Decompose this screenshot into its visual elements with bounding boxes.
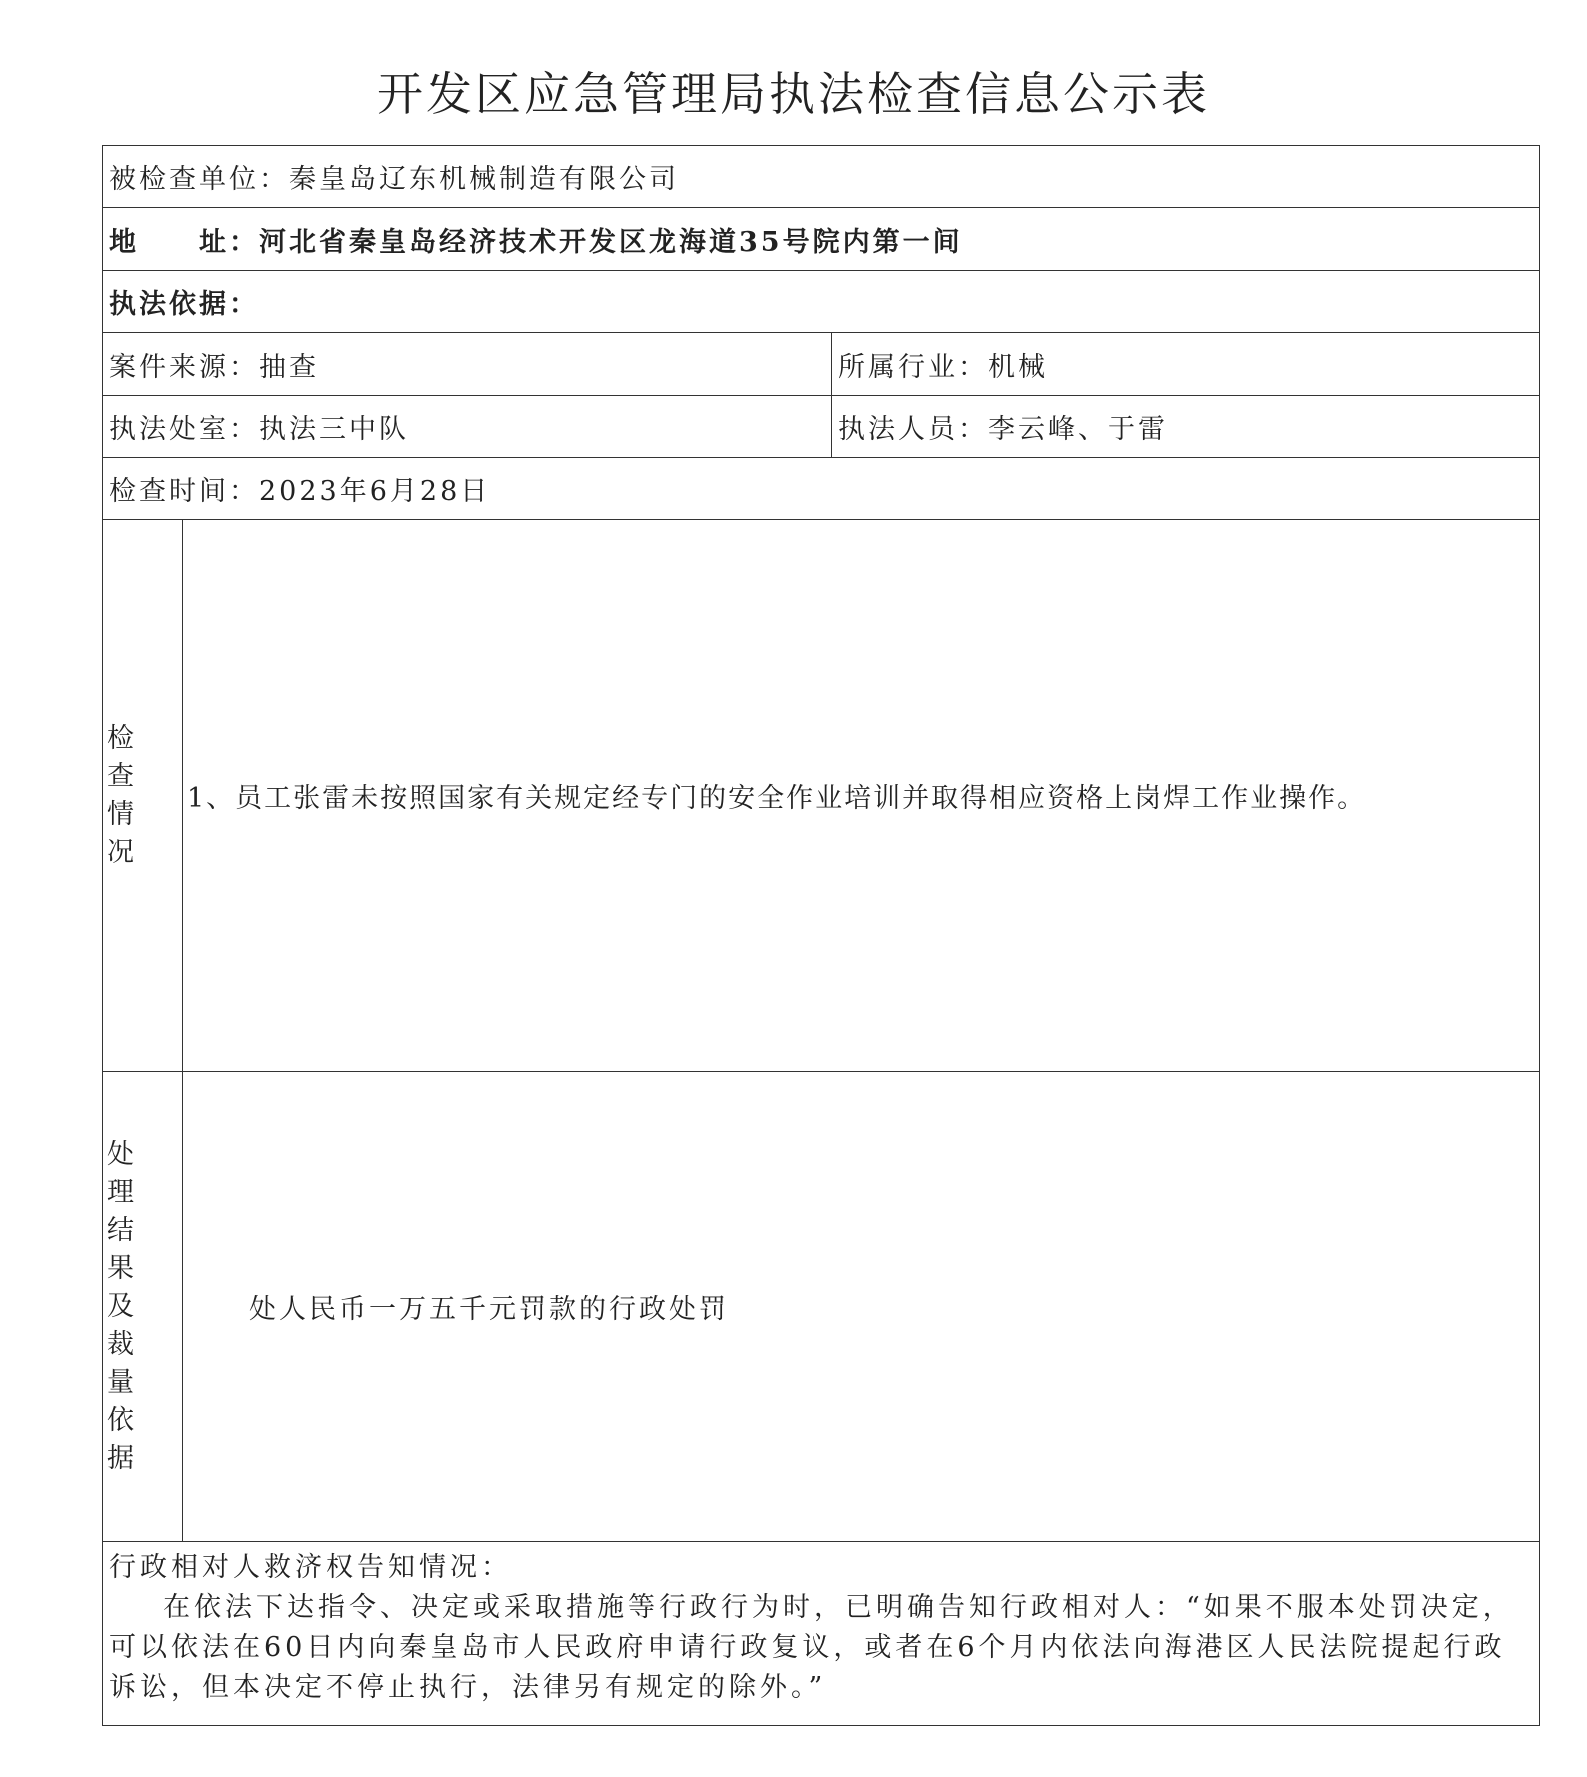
row-inspected-unit bbox=[103, 146, 1540, 208]
row-handling-result bbox=[103, 1072, 1540, 1542]
case-source-value: 抽查 bbox=[259, 351, 319, 383]
legal-basis-label: 执法依据： bbox=[109, 289, 259, 320]
inspection-situation-label: 检查情况 bbox=[103, 520, 183, 1072]
enforcement-staff-value: 李云峰、于雷 bbox=[988, 414, 1168, 445]
row-enforcement bbox=[103, 396, 1540, 458]
handling-result-label: 处理结果及裁量依据 bbox=[103, 1072, 183, 1542]
row-case-source bbox=[103, 333, 1540, 396]
enforcement-staff-label: 执法人员： bbox=[838, 414, 988, 445]
row-address bbox=[103, 208, 1540, 271]
remedy-notice-label: 行政相对人救济权告知情况： bbox=[109, 1552, 512, 1583]
row-inspection-time bbox=[103, 458, 1540, 520]
industry-label: 所属行业： bbox=[838, 351, 988, 383]
enforcement-office-value: 执法三中队 bbox=[259, 414, 409, 445]
info-table bbox=[102, 145, 1540, 1726]
inspection-time-label: 检查时间： bbox=[109, 476, 259, 507]
industry-value: 机械 bbox=[988, 351, 1048, 383]
address-value: 河北省秦皇岛经济技术开发区龙海道35号院内第一间 bbox=[259, 226, 963, 258]
remedy-notice-text: 在依法下达指令、决定或采取措施等行政行为时，已明确告知行政相对人：“如果不服本处罚决定，可以依法在60日内向秦皇岛市人民政府申请行政复议，或者在6个月内依法向海港区人民法院提起行政诉讼，但本决定不停止执行，法律另有规定的除外。” bbox=[109, 1592, 1514, 1703]
page-title: 开发区应急管理局执法检查信息公示表 bbox=[377, 67, 1210, 121]
case-source-label: 案件来源： bbox=[109, 351, 259, 383]
row-remedy-notice bbox=[103, 1542, 1540, 1726]
row-legal-basis bbox=[103, 271, 1540, 333]
enforcement-office-label: 执法处室： bbox=[109, 414, 259, 445]
inspection-time-value: 2023年6月28日 bbox=[259, 476, 491, 507]
handling-result-value: 处人民币一万五千元罚款的行政处罚 bbox=[183, 1072, 1540, 1542]
row-inspection-situation bbox=[103, 520, 1540, 1072]
inspected-unit-value: 秦皇岛辽东机械制造有限公司 bbox=[289, 164, 679, 195]
inspected-unit-label: 被检查单位： bbox=[109, 164, 289, 195]
address-label: 地 址： bbox=[109, 226, 259, 258]
inspection-situation-value: 1、员工张雷未按照国家有关规定经专门的安全作业培训并取得相应资格上岗焊工作业操作。 bbox=[183, 520, 1540, 1072]
